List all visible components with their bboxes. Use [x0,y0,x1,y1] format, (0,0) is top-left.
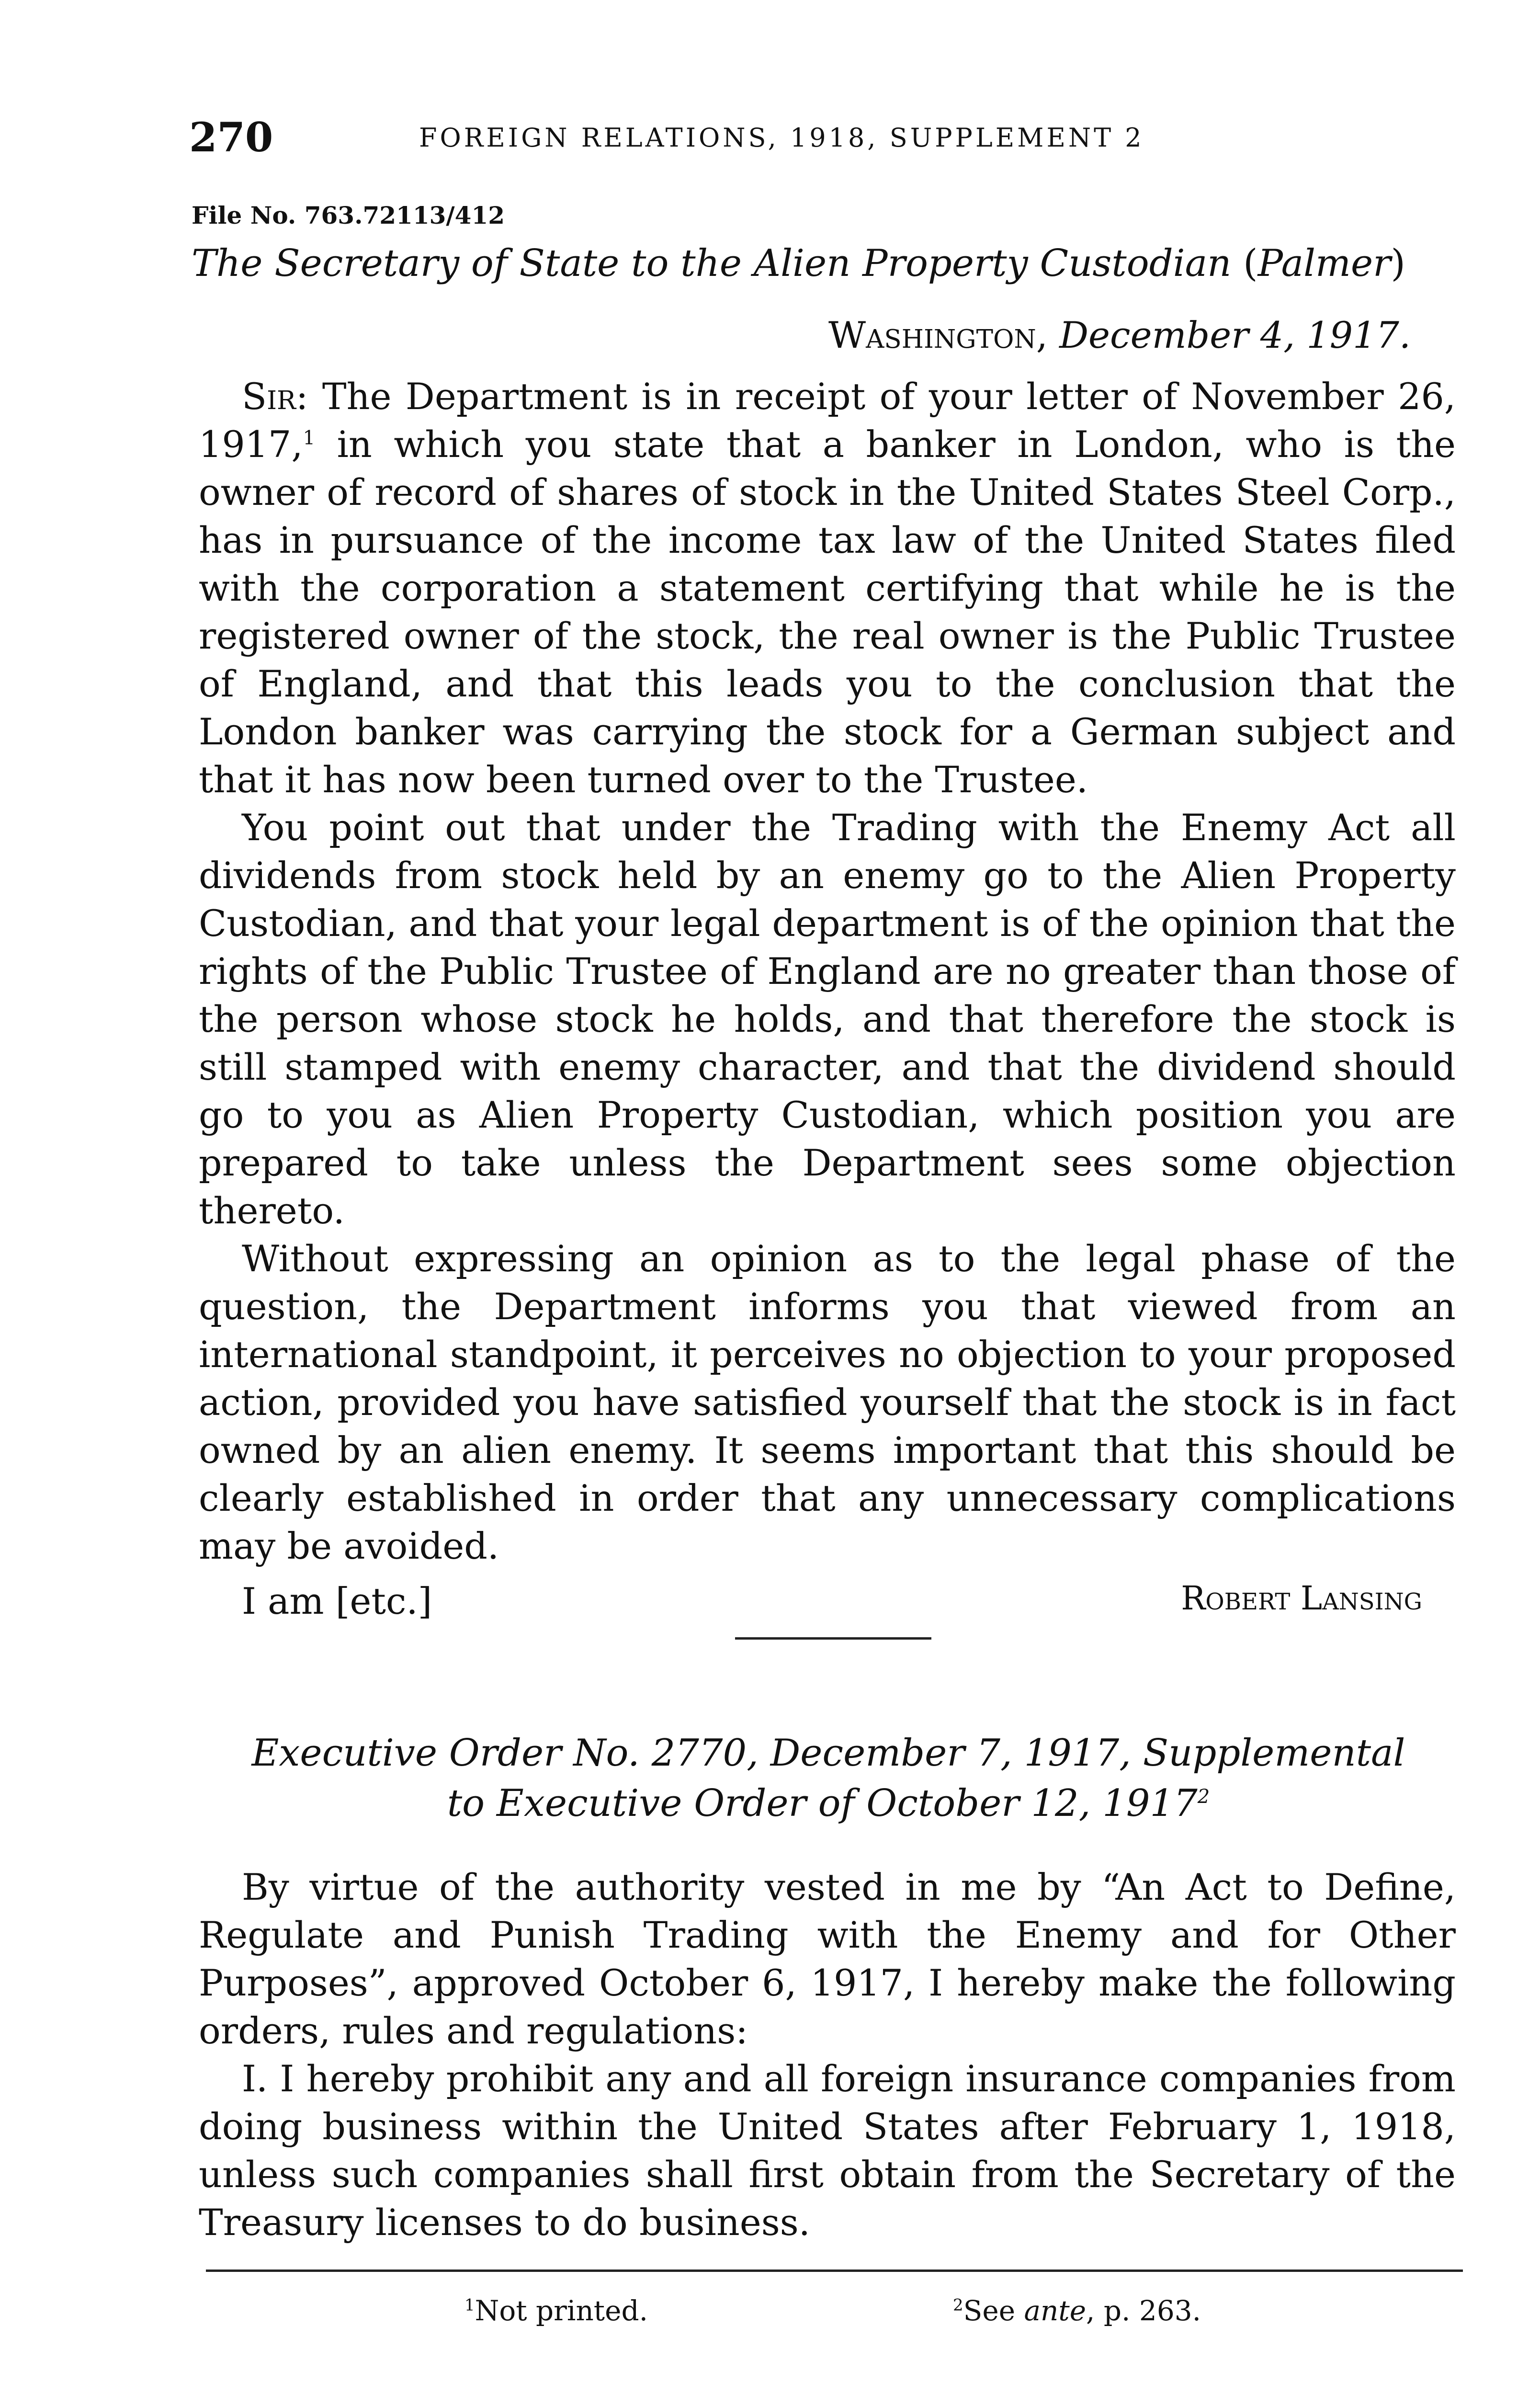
page-header [189,114,1482,170]
section-divider [735,1637,931,1640]
footnote-1-text: Not printed. [475,2294,648,2327]
letter-body [199,373,1456,1570]
salutation: Sir [242,375,296,418]
running-head: FOREIGN RELATIONS, 1918, SUPPLEMENT 2 [419,123,1144,153]
footnote-1-mark: 1 [464,2295,475,2315]
eo-title-line-1: Executive Order No. 2770, December 7, 1917, Supplemental [251,1732,1405,1775]
file-number: File No. 763.72113/412 [192,201,505,229]
letter-closing [242,1580,1422,1622]
footnote-2-mark: 2 [953,2295,963,2315]
footnote-1 [464,2294,648,2327]
footnote-ref-1: 1 [303,427,316,449]
eo-title-line-2-text: to Executive Order of October 12, 1917 [447,1782,1198,1825]
dateline-date: December 4, 1917. [1059,314,1411,356]
footnote-2-rest: , p. 263. [1086,2294,1201,2327]
letter-paragraph-1 [199,373,1456,804]
footnote-rule [206,2270,1463,2272]
footnote-2-see: See [963,2294,1024,2327]
letter-paragraph-3: Without expressing an opinion as to the legal phase of the question, the Department informs you that viewed from an international standpoint, it perceives no objection to your proposed action, provided you have satisfied yourself that the stock is in fact owned by an alien enemy. It seems important that this should be clearly established in order that any unnecessary complications may be avoided. [199,1237,1456,1567]
dateline-place: Washington, [828,314,1048,356]
signature: Robert Lansing [1181,1580,1422,1618]
footnote-ref-2: 2 [1197,1786,1210,1808]
footnote-2 [953,2294,1201,2327]
letter-p1-part-b: in which you state that a banker in London, who is the owner of record of shares of stock in the United States Steel Corp., has in pursuance of the income tax law of the United States filed with the corporation a statement certifying that while he is the registered owner of the stock, the real owner is the Public Trustee of England, and that this leads you to the conclusion that the London banker was carrying the stock for a German subject and that it has now been turned over to the Trustee. [199,423,1456,801]
closing-text: I am [etc.] [242,1580,432,1622]
letter-title [192,242,1405,285]
eo-paragraph-2: I. I hereby prohibit any and all foreign insurance companies from doing business within the United States after February 1, 1918, unless such companies shall first obtain from the Secretary of the Treasury licenses to do business. [199,2057,1456,2244]
title-person: Palmer [1257,242,1391,285]
eo-title-line-2 [201,1779,1456,1829]
letter-title-main: The Secretary of State to the Alien Property Custodian [192,242,1232,285]
executive-order-title [201,1728,1456,1829]
page-number: 270 [189,114,273,161]
letter-p1-part-a: : The Department is in receipt of your letter of November 26, 1917, [199,375,1456,466]
title-paren-close: ) [1391,242,1405,285]
title-paren-open: ( [1231,242,1258,285]
footnote-2-ante: ante [1024,2294,1087,2327]
letter-paragraph-2: You point out that under the Trading with the Enemy Act all dividends from stock held by an enemy go to the Alien Property Custodian, and that your legal department is of the opinion that the rights of the Public Trustee of England are no greater than those of the person whose stock he holds, and that therefore the stock is still stamped with enemy character, and that the dividend should go to you as Alien Property Custodian, which position you are prepared to take unless the Department sees some objection thereto. [199,806,1456,1232]
eo-paragraph-1: By virtue of the authority vested in me by “An Act to Define, Regulate and Punish Trading with the Enemy and for Other Purposes”, approved October 6, 1917, I hereby make the following orders, rules and regulations: [199,1866,1456,2052]
dateline [828,314,1411,356]
executive-order-body [199,1863,1456,2247]
